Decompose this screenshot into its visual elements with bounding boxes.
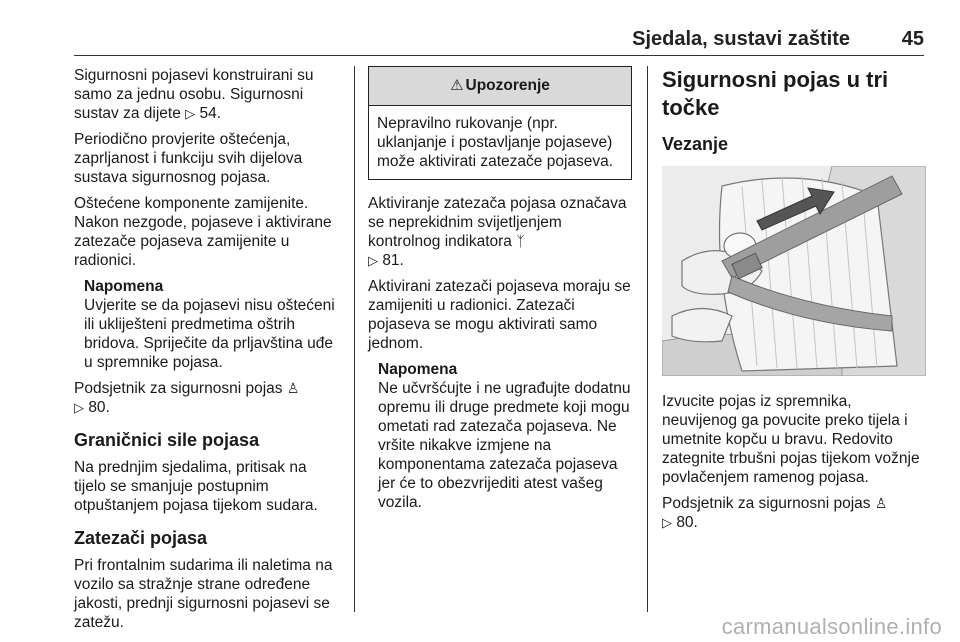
page-reference-link[interactable]: 54. [199,105,222,122]
paragraph-text: Podsjetnik za sigurnosni pojas [662,495,871,512]
header-title: Sjedala, sustavi zaštite [632,28,850,50]
paragraph: Na prednjim sjedalima, pritisak na tijelo se smanjuje postupnim otpuštanjem pojasa tijekom sudara. [74,459,318,514]
paragraph: Izvucite pojas iz spremnika, neuvijenog ga povucite preko tijela i umetnite kopču u bravu. Redovito zategnite trbušni pojas tijekom vožnje povlačenjem ramenog pojasa. [662,393,920,486]
paragraph: Aktivirani zatezači pojaseva moraju se zamijeniti u radionici. Zatezači pojaseva se mogu aktivirati samo jednom. [368,278,631,352]
seatbelt-icon: ♙ [874,495,888,511]
paragraph-text: Aktiviranje zatezača pojasa označava se neprekidnim svijetljenjem kontrolnog indikatora [368,195,627,250]
column-right [662,66,926,539]
section-title: Sigurnosni pojas u tri točke [662,67,889,120]
warning-box [368,66,632,180]
page-number: 45 [901,28,924,50]
seatbelt-fastening-illustration [662,166,926,376]
warning-body [369,106,631,179]
paragraph-text: Podsjetnik za sigurnosni pojas [74,380,283,397]
note-text: Uvjerite se da pojasevi nisu oštećeni ili ukliješteni predmetima oštrih bridova. Spriječite da prljavština uđe u spremnike pojasa. [84,297,335,371]
note-title: Napomena [378,361,458,378]
note-text: Ne učvršćujte i ne ugrađujte dodatnu opremu ili druge predmete koji mogu ometati rad zatezača pojaseva. Ne vršite nikakve izmjene na komponentama zatezača pojaseva jer će to obezvrijediti atest vašeg vozila. [378,380,631,511]
airbag-indicator-icon: ᛉ [516,233,525,249]
column-middle [368,66,632,519]
ref-arrow-icon: ▷ [368,253,378,268]
column-divider [647,66,648,612]
watermark: carmanualsonline.info [721,614,942,639]
page-reference-link[interactable]: 81. [382,252,404,269]
column-divider [354,66,355,612]
section-subtitle: Vezanje [662,134,729,154]
ref-arrow-icon: ▷ [74,400,84,415]
note-block [368,360,632,512]
ref-arrow-icon: ▷ [662,515,672,530]
warning-triangle-icon: ⚠ [450,77,464,94]
paragraph: Oštećene komponente zamijenite. Nakon nezgode, pojaseve i aktivirane zatezače pojaseva zamijenite u radionici. [74,195,332,269]
page-header [0,22,960,56]
seatbelt-icon: ♙ [286,380,300,396]
warning-title: Upozorenje [465,77,550,94]
section-heading: Graničnici sile pojasa [74,430,260,450]
warning-text: Nepravilno rukovanje (npr. uklanjanje i postavljanje pojaseve) može aktivirati zatezače pojaseva. [377,115,614,170]
paragraph: Pri frontalnim sudarima ili naletima na vozilo sa stražnje strane određene jakosti, prednji sigurnosni pojasevi se zatežu. [74,557,333,631]
paragraph [74,379,342,417]
ref-arrow-icon: ▷ [185,106,196,121]
header-rule [74,55,924,56]
page-reference-link[interactable]: 80. [676,514,698,531]
paragraph-text: Sigurnosni pojasevi konstruirani su samo za jednu osobu. Sigurnosni sustav za dijete [74,67,314,122]
note-block [74,277,342,372]
column-left [74,66,342,639]
warning-header [369,67,631,106]
paragraph [74,66,342,123]
paragraph: Periodično provjerite oštećenja, zaprljanost i funkciju svih dijelova sustava sigurnosnog pojasa. [74,131,303,186]
section-heading: Zatezači pojasa [74,528,208,548]
note-title: Napomena [84,278,164,295]
paragraph [662,494,926,532]
paragraph [368,194,632,270]
page-reference-link[interactable]: 80. [88,399,110,416]
